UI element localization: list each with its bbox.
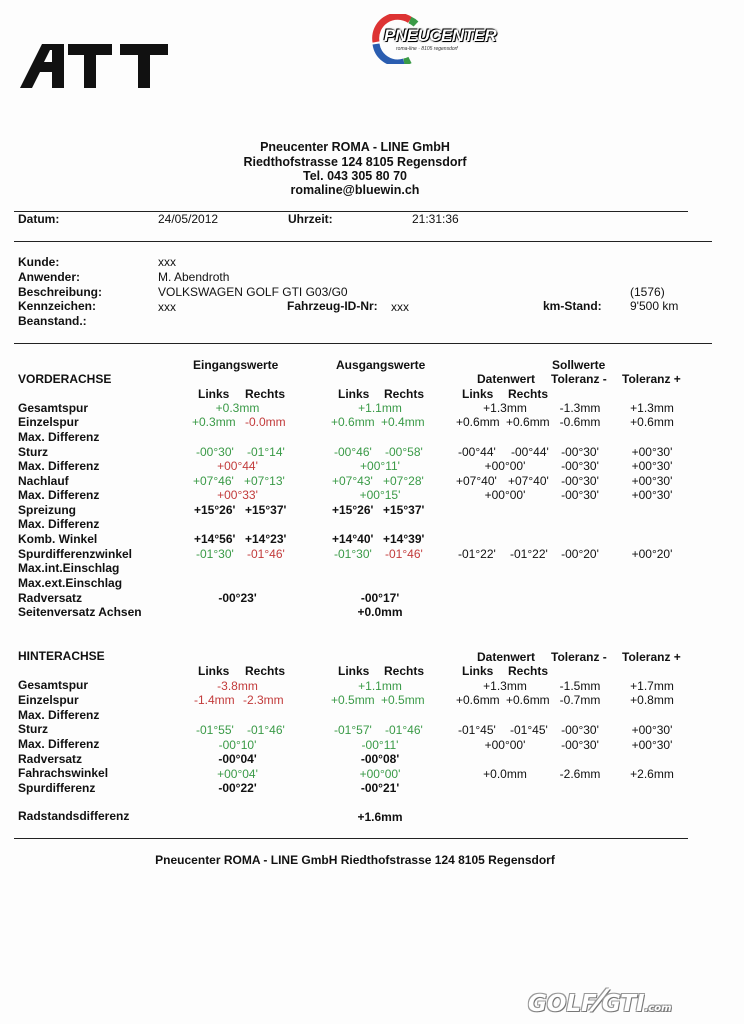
toleranz-minus-heading: Toleranz - xyxy=(551,650,607,664)
rear-spurdiff-ein: -00°22' xyxy=(218,781,257,795)
row-label: Einzelspur xyxy=(18,415,79,429)
rear-fahrachs-ein: +00°04' xyxy=(217,767,258,781)
front-komb-ein-r: +14°23' xyxy=(245,532,287,546)
row-label: Gesamtspur xyxy=(18,678,89,692)
front-sturz-aus-r: -00°58' xyxy=(385,445,423,459)
kunde-value: xxx xyxy=(158,255,176,269)
golfgti-watermark xyxy=(528,984,738,1020)
beschreibung-label: Beschreibung: xyxy=(18,285,103,299)
rear-radversatz-ein: -00°04' xyxy=(218,752,257,766)
row-label: Nachlauf xyxy=(18,474,69,488)
row-label: Max.ext.Einschlag xyxy=(18,576,123,590)
front-einzelspur-aus-r: +0.4mm xyxy=(381,415,425,429)
front-radversatz-ein: -00°23' xyxy=(218,591,257,605)
hinterachse-heading: HINTERACHSE xyxy=(18,649,105,663)
divider xyxy=(14,838,688,839)
front-maxdiff-sturz-tol-plus: +00°30' xyxy=(631,459,673,473)
watermark-separator-icon: ⁄ xyxy=(596,984,602,1019)
watermark-golf: GOLF xyxy=(528,991,597,1017)
rear-einzelspur-ein-l: -1.4mm xyxy=(194,693,235,707)
front-spreizung-ein-r: +15°37' xyxy=(245,503,287,517)
links-heading: Links xyxy=(462,664,494,678)
kunde-label: Kunde: xyxy=(18,255,60,269)
rechts-heading: Rechts xyxy=(245,387,286,401)
rear-fahrachs-dw: +0.0mm xyxy=(483,767,527,781)
front-maxdiff-sturz-ein: +00°44' xyxy=(217,459,258,473)
att-logo xyxy=(20,44,170,88)
ausgangswerte-heading: Ausgangswerte xyxy=(336,358,426,372)
kennzeichen-value: xxx xyxy=(158,300,176,314)
row-label: Sturz xyxy=(18,445,48,459)
front-einzelspur-tol-plus: +0.6mm xyxy=(630,415,674,429)
front-sturz-dw-l: -00°44' xyxy=(458,445,496,459)
row-label: Max. Differenz xyxy=(18,708,100,722)
datenwert-heading: Datenwert xyxy=(477,372,536,386)
watermark-gti: GTI xyxy=(601,991,645,1017)
rear-gesamtspur-datenwert: +1.3mm xyxy=(483,679,527,693)
km-stand-value: 9'500 km xyxy=(630,299,679,313)
front-komb-aus-r: +14°39' xyxy=(383,532,425,546)
front-gesamtspur-datenwert: +1.3mm xyxy=(483,401,527,415)
rear-sturz-ein-r: -01°46' xyxy=(247,723,285,737)
fahrzeug-id-value: xxx xyxy=(391,300,409,314)
datum-value: 24/05/2012 xyxy=(158,212,219,226)
front-radversatz-aus: -00°17' xyxy=(360,591,400,605)
front-seitenversatz-aus: +0.0mm xyxy=(357,605,403,619)
front-komb-aus-l: +14°40' xyxy=(332,532,374,546)
rear-maxdiff-sturz-tol-minus: -00°30' xyxy=(561,738,599,752)
rear-spurdiff-aus: -00°21' xyxy=(360,781,400,795)
rear-sturz-dw-l: -01°45' xyxy=(458,723,496,737)
pneucenter-logo-sub: roma-line · 8105 regensdorf xyxy=(396,46,458,52)
front-spurdiff-ein-l: -01°30' xyxy=(196,547,234,561)
row-label: Max. Differenz xyxy=(18,517,100,531)
front-spreizung-ein-l: +15°26' xyxy=(194,503,236,517)
rechts-heading: Rechts xyxy=(384,387,425,401)
row-label: Sturz xyxy=(18,722,48,736)
row-label: Fahrachswinkel xyxy=(18,766,109,780)
front-sturz-dw-r: -00°44' xyxy=(511,445,549,459)
front-einzelspur-ein-l: +0.3mm xyxy=(192,415,236,429)
rear-einzelspur-aus-r: +0.5mm xyxy=(381,693,425,707)
datum-label: Datum: xyxy=(18,212,60,226)
links-heading: Links xyxy=(198,664,230,678)
datenwert-heading: Datenwert xyxy=(477,650,536,664)
front-nachlauf-tol-plus: +00°30' xyxy=(631,474,673,488)
front-einzelspur-ein-r: -0.0mm xyxy=(245,415,286,429)
front-spurdiff-dw-l: -01°22' xyxy=(458,547,496,561)
front-nachlauf-aus-r: +07°28' xyxy=(383,474,424,488)
row-label: Radversatz xyxy=(18,591,83,605)
sollwerte-heading: Sollwerte xyxy=(552,358,606,372)
front-sturz-tol-minus: -00°30' xyxy=(561,445,599,459)
row-label: Max. Differenz xyxy=(18,488,100,502)
row-label: Max. Differenz xyxy=(18,459,100,473)
company-email: romaline@bluewin.ch xyxy=(290,183,420,197)
row-label: Gesamtspur xyxy=(18,401,89,415)
rear-fahrachs-tol-minus: -2.6mm xyxy=(559,767,601,781)
front-einzelspur-aus-l: +0.6mm xyxy=(331,415,375,429)
rear-maxdiff-sturz-ein: -00°10' xyxy=(218,738,257,752)
row-label: Radversatz xyxy=(18,752,83,766)
front-spurdiff-dw-r: -01°22' xyxy=(510,547,548,561)
toleranz-plus-heading: Toleranz + xyxy=(622,372,681,386)
rear-gesamtspur-aus: +1.1mm xyxy=(358,679,402,693)
rear-sturz-aus-r: -01°46' xyxy=(385,723,423,737)
rear-einzelspur-ein-r: -2.3mm xyxy=(243,693,284,707)
row-label: Seitenversatz Achsen xyxy=(18,605,142,619)
front-gesamtspur-tol-plus: +1.3mm xyxy=(630,401,674,415)
links-heading: Links xyxy=(198,387,230,401)
front-nachlauf-dw-r: +07°40' xyxy=(508,474,549,488)
toleranz-plus-heading: Toleranz + xyxy=(622,650,681,664)
front-komb-ein-l: +14°56' xyxy=(194,532,236,546)
front-einzelspur-tol-minus: -0.6mm xyxy=(559,415,601,429)
front-sturz-tol-plus: +00°30' xyxy=(631,445,673,459)
front-nachlauf-ein-l: +07°46' xyxy=(193,474,234,488)
front-nachlauf-ein-r: +07°13' xyxy=(244,474,285,488)
rear-gesamtspur-tol-plus: +1.7mm xyxy=(630,679,674,693)
footer-text: Pneucenter ROMA - LINE GmbH Riedthofstrasse 124 8105 Regensdorf xyxy=(155,853,555,867)
front-maxdiff-nachlauf-dw: +00°00' xyxy=(484,488,526,502)
front-nachlauf-dw-l: +07°40' xyxy=(456,474,497,488)
rear-gesamtspur-tol-minus: -1.5mm xyxy=(559,679,601,693)
row-label: Spurdifferenz xyxy=(18,781,96,795)
rear-einzelspur-aus-l: +0.5mm xyxy=(331,693,375,707)
row-label: Max. Differenz xyxy=(18,430,100,444)
front-nachlauf-tol-minus: -00°30' xyxy=(561,474,599,488)
front-spurdiff-aus-l: -01°30' xyxy=(334,547,372,561)
front-sturz-ein-l: -00°30' xyxy=(196,445,234,459)
pneucenter-logo xyxy=(370,14,497,64)
row-label: Spreizung xyxy=(18,503,77,517)
rear-sturz-tol-minus: -00°30' xyxy=(561,723,599,737)
front-spurdiff-tol-minus: -00°20' xyxy=(561,547,599,561)
front-maxdiff-nachlauf-tol-plus: +00°30' xyxy=(631,488,673,502)
front-spreizung-aus-r: +15°37' xyxy=(383,503,425,517)
divider xyxy=(14,241,712,242)
vorderachse-heading: VORDERACHSE xyxy=(18,372,112,386)
front-maxdiff-sturz-dw: +00°00' xyxy=(484,459,526,473)
rear-einzelspur-dw-r: +0.6mm xyxy=(506,693,550,707)
rear-einzelspur-tol-plus: +0.8mm xyxy=(630,693,674,707)
pneucenter-logo-text: PNEUCENTER xyxy=(384,26,497,45)
divider xyxy=(14,211,688,212)
radstand-aus: +1.6mm xyxy=(357,810,403,824)
beschreibung-value: VOLKSWAGEN GOLF GTI G03/G0 xyxy=(158,285,348,299)
front-spreizung-aus-l: +15°26' xyxy=(332,503,374,517)
row-label: Spurdifferenzwinkel xyxy=(18,547,133,561)
links-heading: Links xyxy=(338,664,370,678)
rear-sturz-dw-r: -01°45' xyxy=(510,723,548,737)
toleranz-minus-heading: Toleranz - xyxy=(551,372,607,386)
front-gesamtspur-ein: +0.3mm xyxy=(215,401,260,415)
front-gesamtspur-aus: +1.1mm xyxy=(358,401,402,415)
rear-maxdiff-sturz-tol-plus: +00°30' xyxy=(631,738,673,752)
rear-maxdiff-sturz-aus: -00°11' xyxy=(361,738,399,752)
km-stand-label: km-Stand: xyxy=(543,299,602,313)
front-maxdiff-sturz-tol-minus: -00°30' xyxy=(561,459,599,473)
watermark-com: .com xyxy=(644,1003,672,1014)
front-maxdiff-nachlauf-tol-minus: -00°30' xyxy=(561,488,599,502)
rear-gesamtspur-ein: -3.8mm xyxy=(217,679,258,693)
row-label: Radstandsdifferenz xyxy=(18,809,130,823)
links-heading: Links xyxy=(338,387,370,401)
front-einzelspur-dw-l: +0.6mm xyxy=(456,415,500,429)
rear-sturz-tol-plus: +00°30' xyxy=(631,723,673,737)
row-label: Max. Differenz xyxy=(18,737,100,751)
eingangswerte-heading: Eingangswerte xyxy=(193,358,279,372)
rear-sturz-aus-l: -01°57' xyxy=(334,723,372,737)
front-spurdiff-tol-plus: +00°20' xyxy=(631,547,673,561)
front-spurdiff-aus-r: -01°46' xyxy=(385,547,423,561)
rechts-heading: Rechts xyxy=(384,664,425,678)
row-label: Einzelspur xyxy=(18,693,79,707)
divider xyxy=(14,343,712,344)
rear-fahrachs-tol-plus: +2.6mm xyxy=(630,767,674,781)
front-einzelspur-dw-r: +0.6mm xyxy=(506,415,550,429)
uhrzeit-value: 21:31:36 xyxy=(412,212,459,226)
anwender-value: M. Abendroth xyxy=(158,270,230,284)
rear-einzelspur-dw-l: +0.6mm xyxy=(456,693,500,707)
front-gesamtspur-tol-minus: -1.3mm xyxy=(559,401,601,415)
front-nachlauf-aus-l: +07°43' xyxy=(332,474,373,488)
rechts-heading: Rechts xyxy=(508,664,549,678)
rear-einzelspur-tol-minus: -0.7mm xyxy=(559,693,601,707)
kennzeichen-label: Kennzeichen: xyxy=(18,299,97,313)
front-maxdiff-sturz-aus: +00°11' xyxy=(360,459,400,473)
front-maxdiff-nachlauf-ein: +00°33' xyxy=(217,488,258,502)
uhrzeit-label: Uhrzeit: xyxy=(288,212,333,226)
company-address: Riedthofstrasse 124 8105 Regensdorf xyxy=(243,155,467,169)
rear-radversatz-aus: -00°08' xyxy=(360,752,400,766)
beanstand-label: Beanstand.: xyxy=(18,314,87,328)
anwender-label: Anwender: xyxy=(18,270,81,284)
row-label: Komb. Winkel xyxy=(18,532,98,546)
company-phone: Tel. 043 305 80 70 xyxy=(302,169,408,183)
company-name: Pneucenter ROMA - LINE GmbH xyxy=(260,140,450,154)
front-maxdiff-nachlauf-aus: +00°15' xyxy=(359,488,401,502)
row-label: Max.int.Einschlag xyxy=(18,561,120,575)
front-sturz-aus-l: -00°46' xyxy=(334,445,372,459)
rear-sturz-ein-l: -01°55' xyxy=(196,723,234,737)
rear-fahrachs-aus: +00°00' xyxy=(359,767,401,781)
beschreibung-code: (1576) xyxy=(630,285,665,299)
fahrzeug-id-label: Fahrzeug-ID-Nr: xyxy=(287,299,378,313)
front-spurdiff-ein-r: -01°46' xyxy=(247,547,285,561)
rechts-heading: Rechts xyxy=(508,387,549,401)
rechts-heading: Rechts xyxy=(245,664,286,678)
rear-maxdiff-sturz-dw: +00°00' xyxy=(484,738,526,752)
links-heading: Links xyxy=(462,387,494,401)
front-sturz-ein-r: -01°14' xyxy=(247,445,285,459)
